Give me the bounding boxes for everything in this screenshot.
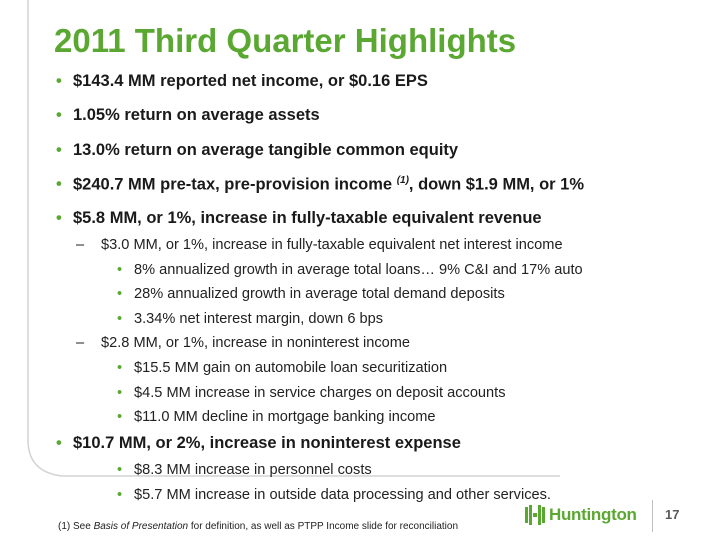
bullet-marker: • (56, 434, 62, 452)
bullet-text: $11.0 MM decline in mortgage banking income (134, 409, 436, 425)
bullet-marker: • (117, 487, 123, 503)
bullet-marker: • (117, 409, 123, 425)
footnote-marker: (1) See (58, 521, 94, 532)
bullet-text-part: $240.7 MM pre-tax, pre-provision income (73, 175, 397, 194)
bullet-marker: • (56, 72, 62, 90)
bullet-text: $4.5 MM increase in service charges on deposit accounts (134, 385, 506, 401)
bullet-text: 28% annualized growth in average total demand deposits (134, 286, 505, 302)
bullet-text: 3.34% net interest margin, down 6 bps (134, 311, 384, 327)
bullet-marker: • (56, 106, 62, 124)
footnote-ref: (1) (396, 175, 409, 186)
bullet-marker: • (117, 385, 123, 401)
slide-title: 2011 Third Quarter Highlights (54, 22, 517, 59)
huntington-logo-icon (525, 504, 545, 526)
bullet-text: $15.5 MM gain on automobile loan securitization (134, 360, 448, 376)
bullet-marker: • (56, 175, 62, 193)
dash-marker: – (76, 335, 85, 351)
bullet-text: $5.8 MM, or 1%, increase in fully-taxable equivalent revenue (73, 209, 542, 227)
bullet-text: 8% annualized growth in average total loans… 9% C&I and 17% auto (134, 262, 583, 278)
bullet-marker: • (56, 209, 62, 227)
footnote (58, 521, 458, 532)
bullet-marker: • (117, 311, 123, 327)
footnote-italic: Basis of Presentation (93, 521, 189, 532)
bullet-text: 1.05% return on average assets (73, 106, 320, 124)
bullet-marker: • (56, 141, 62, 159)
bullet-text-part: , down $1.9 MM, or 1% (408, 175, 585, 194)
bullet-marker: • (117, 462, 123, 478)
huntington-logo (525, 503, 637, 527)
bullet-marker: • (117, 262, 123, 278)
bullet-text: 13.0% return on average tangible common equity (73, 141, 459, 159)
footnote-rest: for definition, as well as PTPP Income slide for reconciliation (188, 521, 459, 532)
bullet-marker: • (117, 286, 123, 302)
dash-marker: – (76, 237, 85, 253)
bullet-text: $10.7 MM, or 2%, increase in noninterest expense (73, 434, 461, 452)
footer-divider (652, 500, 653, 532)
bullet-marker: • (117, 360, 123, 376)
logo-text: Huntington (549, 505, 637, 524)
bullet-text: $3.0 MM, or 1%, increase in fully-taxable equivalent net interest income (101, 237, 563, 253)
bullet-text: $5.7 MM increase in outside data processing and other services. (134, 487, 551, 503)
page-number: 17 (665, 507, 680, 522)
bullet-text: $143.4 MM reported net income, or $0.16 EPS (73, 72, 428, 90)
bullet-text: $8.3 MM increase in personnel costs (134, 462, 372, 478)
bullet-text (73, 175, 584, 195)
bullet-text: $2.8 MM, or 1%, increase in noninterest income (101, 335, 411, 351)
